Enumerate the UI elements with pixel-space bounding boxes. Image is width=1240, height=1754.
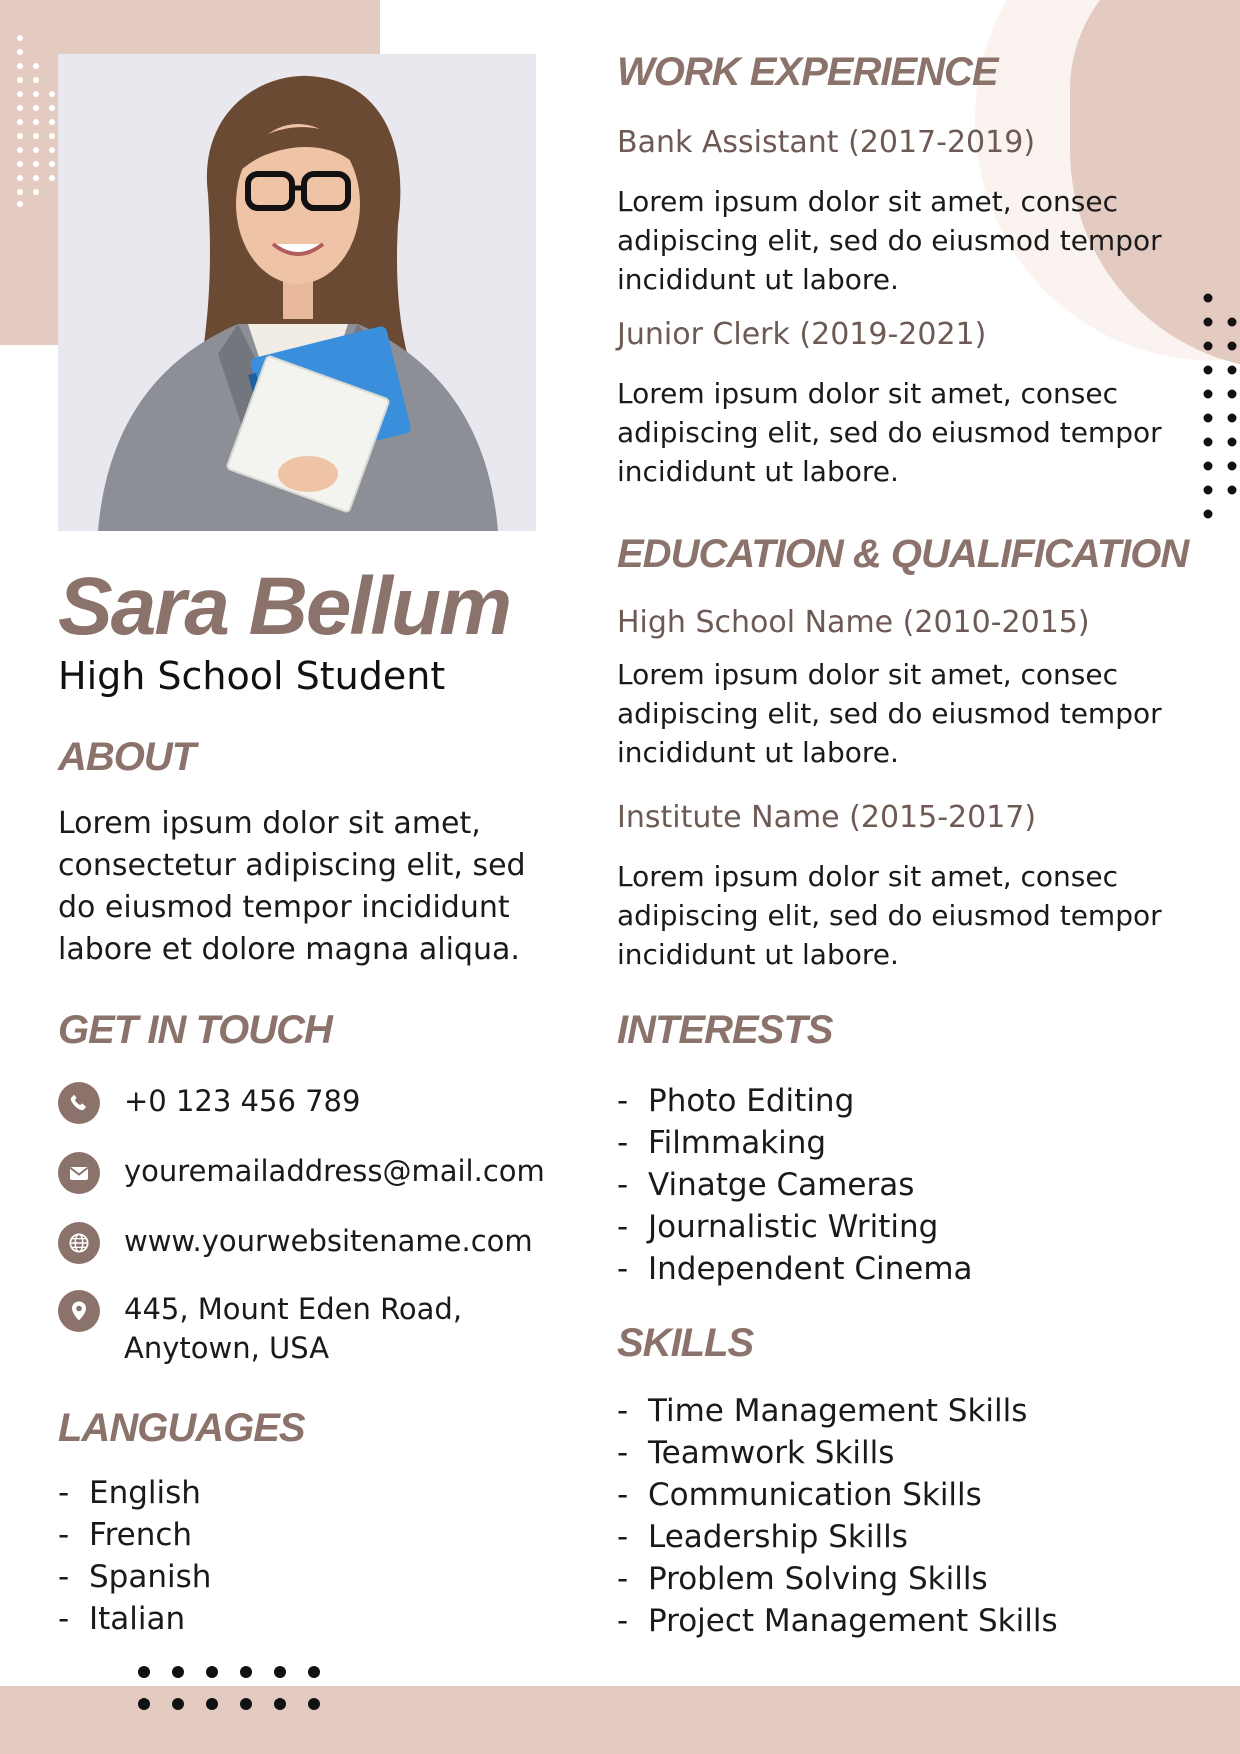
about-line: labore et dolore magna aliqua.: [58, 932, 520, 967]
person-name: Sara Bellum: [58, 561, 510, 652]
job-description: Lorem ipsum dolor sit amet, consec adipiscing elit, sed do eiusmod tempor incididunt ut labore.: [617, 185, 1162, 296]
interests-heading: INTERESTS: [617, 1008, 833, 1052]
education-title: Institute Name (2015-2017): [617, 800, 1037, 835]
contact-phone: [58, 1082, 360, 1124]
about-text: [58, 803, 578, 971]
skills-heading: SKILLS: [617, 1321, 754, 1365]
phone-number[interactable]: +0 123 456 789: [124, 1084, 361, 1118]
contact-address: [58, 1290, 462, 1368]
interests-list: [617, 1080, 973, 1290]
list-item: - Problem Solving Skills: [617, 1561, 988, 1597]
list-item: - English: [58, 1475, 201, 1511]
location-pin-icon: [58, 1290, 100, 1332]
address-text: [124, 1290, 462, 1368]
phone-icon: [58, 1082, 100, 1124]
list-item: - Journalistic Writing: [617, 1209, 939, 1245]
about-line: Lorem ipsum dolor sit amet,: [58, 806, 481, 841]
education-description: Lorem ipsum dolor sit amet, consec adipiscing elit, sed do eiusmod tempor incididunt ut labore.: [617, 860, 1162, 971]
profile-photo: [58, 54, 536, 531]
list-item: - Time Management Skills: [617, 1393, 1028, 1429]
list-item: - Project Management Skills: [617, 1603, 1058, 1639]
about-line: consectetur adipiscing elit, sed: [58, 848, 526, 883]
about-line: do eiusmod tempor incididunt: [58, 890, 510, 925]
globe-icon: [58, 1222, 100, 1264]
person-role: High School Student: [58, 654, 446, 698]
list-item: - French: [58, 1517, 193, 1553]
website-url[interactable]: www.yourwebsitename.com: [124, 1224, 533, 1258]
job-description: Lorem ipsum dolor sit amet, consec adipiscing elit, sed do eiusmod tempor incididunt ut labore.: [617, 377, 1162, 488]
list-item: - Italian: [58, 1601, 186, 1637]
languages-heading: LANGUAGES: [58, 1406, 305, 1450]
list-item: - Spanish: [58, 1559, 212, 1595]
work-heading: WORK EXPERIENCE: [617, 50, 998, 94]
education-title: High School Name (2010-2015): [617, 605, 1090, 640]
envelope-icon: [58, 1152, 100, 1194]
about-heading: ABOUT: [58, 735, 196, 779]
languages-list: [58, 1472, 211, 1640]
list-item: - Teamwork Skills: [617, 1435, 895, 1471]
email-address[interactable]: youremailaddress@mail.com: [124, 1154, 545, 1188]
job-title: Junior Clerk (2019-2021): [617, 317, 987, 352]
list-item: - Photo Editing: [617, 1083, 855, 1119]
education-description: Lorem ipsum dolor sit amet, consec adipiscing elit, sed do eiusmod tempor incididunt ut labore.: [617, 658, 1162, 769]
skills-list: [617, 1390, 1058, 1642]
list-item: - Vinatge Cameras: [617, 1167, 915, 1203]
decor-dots-bottom: [130, 1660, 330, 1710]
list-item: - Filmmaking: [617, 1125, 827, 1161]
list-item: - Leadership Skills: [617, 1519, 908, 1555]
job-title: Bank Assistant (2017-2019): [617, 125, 1036, 160]
list-item: - Communication Skills: [617, 1477, 982, 1513]
list-item: - Independent Cinema: [617, 1251, 973, 1287]
contact-heading: GET IN TOUCH: [58, 1008, 332, 1052]
contact-email: [58, 1152, 545, 1194]
contact-website: [58, 1222, 533, 1264]
address-line: 445, Mount Eden Road,: [124, 1292, 463, 1326]
address-line: Anytown, USA: [124, 1331, 330, 1365]
education-heading: EDUCATION & QUALIFICATION: [617, 532, 1189, 576]
